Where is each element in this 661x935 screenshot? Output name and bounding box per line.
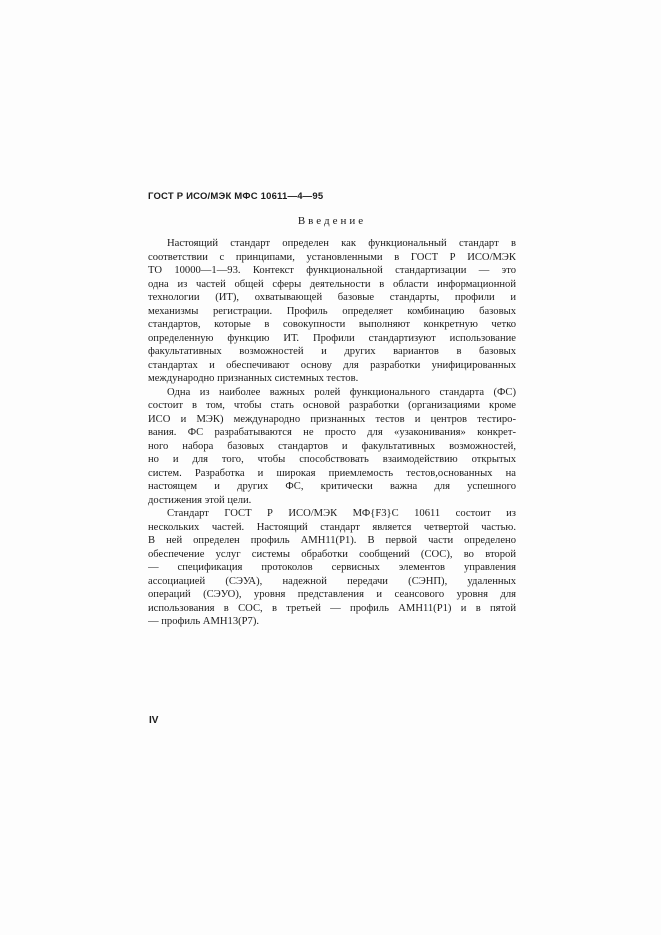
text-line: — спецификация протоколов сервисных элементов управления xyxy=(148,562,516,573)
text-line: систем. Разработка и широкая приемлемость тестов,основанных на xyxy=(148,467,516,479)
text-line: технологии (ИТ), охватывающей базовые стандарты, профили и xyxy=(148,292,516,303)
text-line: одна из частей общей сферы деятельности в области информационной xyxy=(148,278,516,290)
text-line: вания. ФС разрабатываются не просто для «узаконивания» конкрет- xyxy=(148,427,516,438)
text-line: механизмы регистрации. Профиль определяет комбинацию базовых xyxy=(148,305,516,317)
section-title: Введение xyxy=(297,215,367,227)
text-line: международно признанных системных тестов. xyxy=(148,373,359,384)
text-line: операций (СЭУО), уровня представления и сеансового уровня для xyxy=(148,589,516,600)
document-body xyxy=(148,237,516,629)
text-line: нескольких частей. Настоящий стандарт является четвертой частью. xyxy=(148,521,516,533)
text-line: — профиль АМН13(Р7). xyxy=(148,616,260,627)
text-line: определенную функцию ИТ. Профили стандартизуют использование xyxy=(148,332,516,344)
text-line: Стандарт ГОСТ Р ИСО/МЭК МФ{F3}С 10611 состоит из xyxy=(167,508,516,519)
text-line: ТО 10000—1—93. Контекст функциональной стандартизации — это xyxy=(148,265,516,276)
paragraph-1 xyxy=(148,237,516,386)
text-line: ИСО и МЭК) международно признанных тестов и центров тестиро- xyxy=(148,413,516,425)
text-line: ассоциацией (СЭУА), надежной передачи (СЭНП), удаленных xyxy=(148,575,516,587)
paragraph-3 xyxy=(148,507,516,629)
text-line: обеспечение услуг системы обработки сообщений (СОС), во второй xyxy=(148,548,516,560)
text-line: стандартов, которые в совокупности выполняют конкретную четко xyxy=(148,319,516,330)
text-line: факультативных возможностей и других вариантов в базовых xyxy=(148,346,516,357)
text-line: Настоящий стандарт определен как функциональный стандарт в xyxy=(167,238,516,249)
text-line: стандартах и обеспечивают основу для разработки унифицированных xyxy=(148,359,516,371)
text-line: достижения этой цели. xyxy=(148,494,252,506)
text-line: соответствии с принципами, установленными в ГОСТ Р ИСО/МЭК xyxy=(148,251,516,263)
text-line: настоящем и других ФС, критически важна для успешного xyxy=(148,481,516,492)
text-line: состоит в том, чтобы стать основой разработки (организациями кроме xyxy=(148,400,516,411)
text-line: В ней определен профиль АМН11(Р1). В первой части определено xyxy=(148,535,516,546)
paragraph-2 xyxy=(148,386,516,508)
page-number: IV xyxy=(149,715,159,726)
text-line: Одна из наиболее важных ролей функционального стандарта (ФС) xyxy=(167,386,516,398)
text-line: использования в СОС, в третьей — профиль АМН11(Р1) и в пятой xyxy=(148,602,516,614)
text-line: ного набора базовых стандартов и факультативных возможностей, xyxy=(148,440,516,452)
text-line: но и для того, чтобы способствовать взаимодействию открытых xyxy=(148,454,516,465)
standard-code-header: ГОСТ Р ИСО/МЭК МФС 10611—4—95 xyxy=(148,191,324,202)
